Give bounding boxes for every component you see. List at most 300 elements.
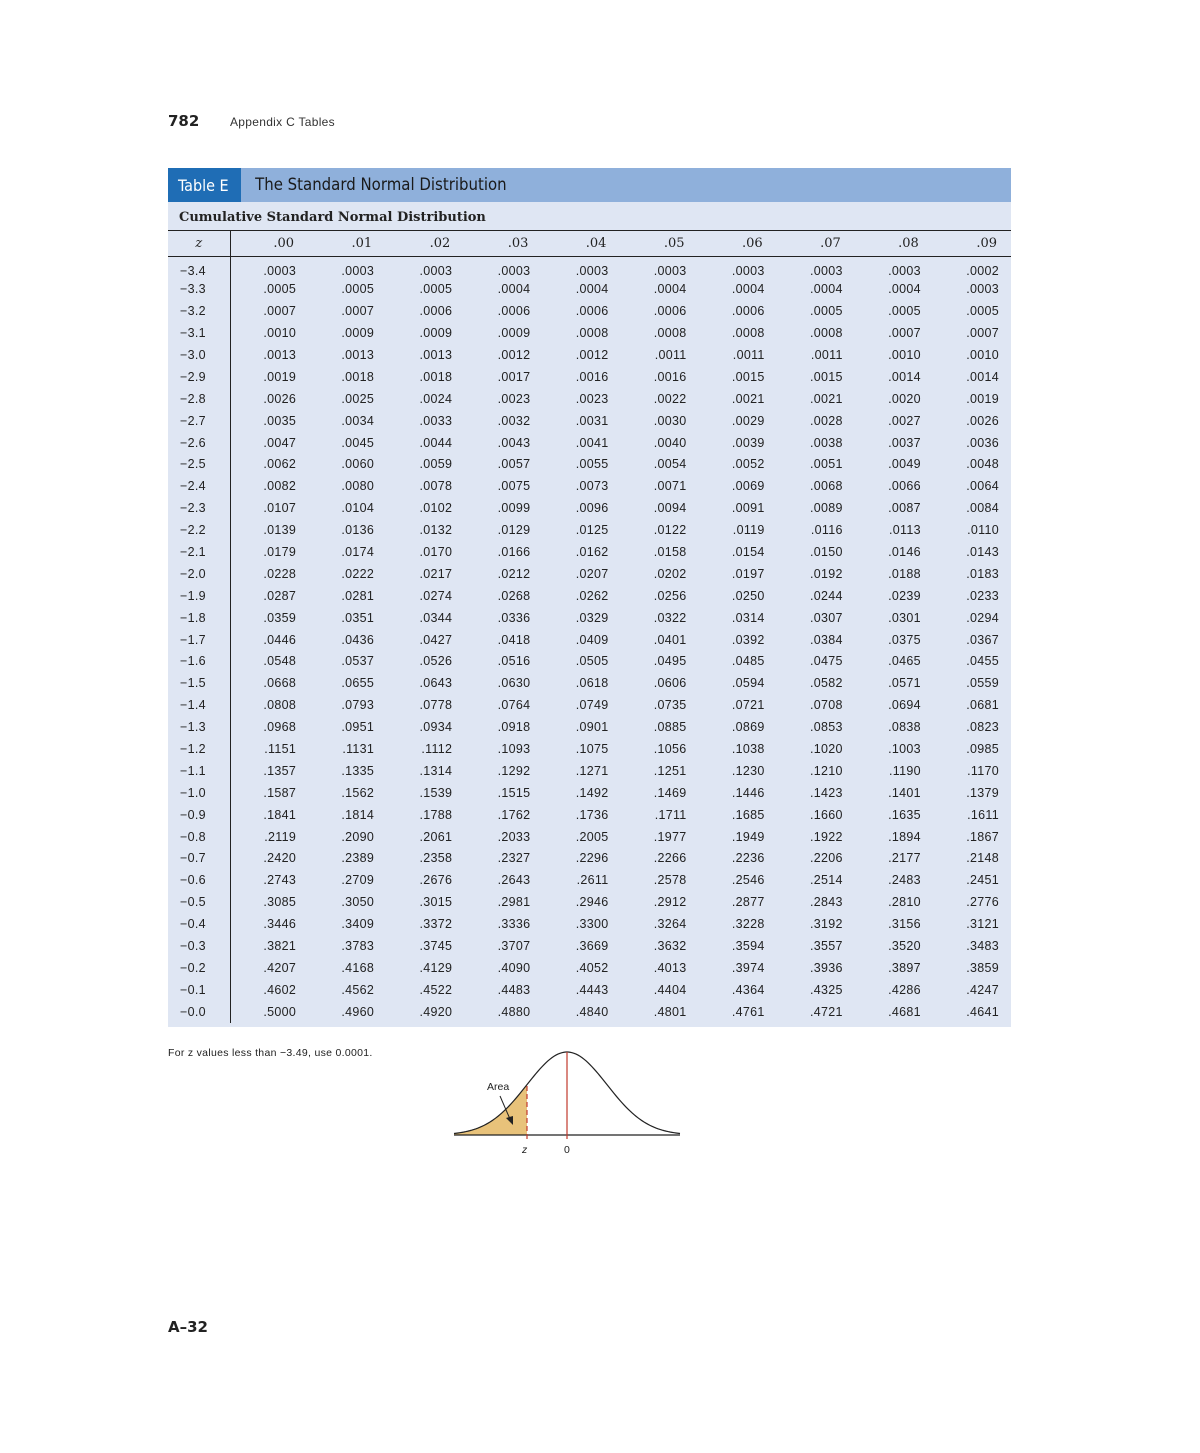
probability-cell: .0015 [731, 369, 765, 384]
normal-curve-figure [450, 1048, 690, 1158]
probability-cell: .2546 [731, 873, 765, 888]
probability-cell: .0082 [263, 479, 297, 494]
probability-cell: .3821 [263, 939, 297, 954]
z-value-cell: −0.2 [168, 957, 230, 979]
probability-cell: .0011 [654, 348, 687, 362]
probability-cell: .1562 [341, 785, 375, 800]
probability-cell: .0069 [731, 479, 765, 494]
probability-cell: .0051 [809, 457, 843, 472]
probability-cell: .0003 [341, 263, 375, 278]
probability-cell: .0016 [575, 369, 609, 384]
probability-cell: .0418 [497, 632, 531, 647]
table-rows [168, 257, 1011, 1023]
table-row [168, 541, 1011, 563]
table-row [168, 497, 1011, 519]
probability-cell: .0885 [653, 720, 687, 735]
z-column-header: z [168, 231, 230, 257]
probability-cell: .0012 [497, 348, 531, 362]
probability-cell: .0004 [888, 282, 921, 297]
probability-cell: .0455 [966, 654, 999, 669]
probability-cell: .2912 [653, 895, 687, 910]
column-header: .06 [699, 231, 777, 257]
z-value-cell: −3.1 [168, 322, 230, 344]
z-value-cell: −0.5 [168, 891, 230, 913]
probability-cell: .4761 [731, 1004, 765, 1019]
probability-cell: .4364 [731, 982, 765, 997]
probability-cell: .0003 [809, 263, 843, 278]
probability-cell: .3336 [497, 917, 531, 932]
probability-cell: .0035 [263, 413, 297, 428]
table-row [168, 716, 1011, 738]
probability-cell: .4129 [419, 960, 453, 975]
probability-cell: .0006 [575, 304, 609, 319]
page-code: A–32 [168, 1318, 208, 1336]
probability-cell: .0036 [966, 435, 999, 450]
probability-cell: .0281 [341, 588, 375, 603]
probability-cell: .1922 [809, 829, 843, 844]
table-row [168, 804, 1011, 826]
probability-cell: .0222 [341, 566, 375, 581]
column-header: .04 [542, 231, 620, 257]
probability-cell: .0934 [419, 720, 453, 735]
probability-cell: .0918 [497, 720, 531, 735]
z-value-cell: −3.4 [168, 257, 230, 279]
probability-cell: .1423 [809, 785, 843, 800]
probability-cell: .0217 [419, 566, 453, 581]
probability-cell: .3085 [263, 895, 297, 910]
probability-cell: .1151 [264, 742, 297, 757]
probability-cell: .0023 [497, 391, 531, 406]
probability-cell: .0022 [653, 391, 687, 406]
probability-cell: .0322 [653, 610, 687, 625]
probability-cell: .2514 [809, 873, 843, 888]
probability-cell: .0027 [888, 413, 921, 428]
probability-cell: .4286 [888, 982, 921, 997]
probability-cell: .0003 [419, 263, 453, 278]
probability-cell: .0384 [809, 632, 843, 647]
z-value-cell: −1.1 [168, 760, 230, 782]
probability-cell: .2206 [809, 851, 843, 866]
probability-cell: .0015 [809, 369, 843, 384]
probability-cell: .0054 [653, 457, 687, 472]
probability-cell: .4207 [263, 960, 297, 975]
probability-cell: .0548 [263, 654, 297, 669]
probability-cell: .0066 [888, 479, 921, 494]
probability-cell: .3745 [419, 939, 453, 954]
probability-cell: .0344 [419, 610, 453, 625]
probability-cell: .0075 [497, 479, 531, 494]
probability-cell: .0107 [263, 501, 297, 516]
table-row [168, 519, 1011, 541]
probability-cell: .1131 [342, 742, 375, 757]
page-header [168, 112, 335, 130]
probability-cell: .0838 [888, 720, 921, 735]
probability-cell: .4325 [809, 982, 843, 997]
table-row [168, 694, 1011, 716]
probability-cell: .0571 [888, 676, 921, 691]
probability-cell: .0091 [731, 501, 765, 516]
column-header: .02 [386, 231, 464, 257]
z-value-cell: −0.3 [168, 935, 230, 957]
z-value-cell: −2.5 [168, 454, 230, 476]
probability-cell: .2483 [888, 873, 921, 888]
probability-cell: .0793 [341, 698, 375, 713]
table-row [168, 869, 1011, 891]
z-value-cell: −3.0 [168, 344, 230, 366]
table-row [168, 848, 1011, 870]
probability-cell: .0367 [966, 632, 999, 647]
probability-cell: .2776 [966, 895, 999, 910]
probability-cell: .1230 [731, 763, 765, 778]
table-row [168, 344, 1011, 366]
probability-cell: .0008 [653, 326, 687, 341]
probability-cell: .0125 [575, 523, 609, 538]
probability-cell: .3446 [263, 917, 297, 932]
probability-cell: .0004 [731, 282, 765, 297]
probability-cell: .1190 [888, 763, 921, 778]
probability-cell: .0031 [575, 413, 609, 428]
z-value-cell: −0.9 [168, 804, 230, 826]
probability-cell: .3974 [731, 960, 765, 975]
z-value-cell: −2.0 [168, 563, 230, 585]
probability-cell: .0078 [419, 479, 453, 494]
probability-cell: .1469 [653, 785, 687, 800]
probability-cell: .1335 [341, 763, 375, 778]
probability-cell: .0073 [575, 479, 609, 494]
probability-cell: .0495 [653, 654, 687, 669]
column-header: .08 [855, 231, 933, 257]
probability-cell: .3372 [419, 917, 453, 932]
probability-cell: .3015 [419, 895, 453, 910]
probability-cell: .0681 [966, 698, 999, 713]
probability-cell: .0951 [341, 720, 375, 735]
probability-cell: .3520 [888, 939, 921, 954]
probability-cell: .2676 [419, 873, 453, 888]
probability-cell: .0062 [263, 457, 297, 472]
probability-cell: .0003 [966, 282, 999, 297]
probability-cell: .0630 [497, 676, 531, 691]
probability-cell: .0014 [966, 369, 999, 384]
z-value-cell: −2.3 [168, 497, 230, 519]
z-value-cell: −3.3 [168, 278, 230, 300]
probability-cell: .0102 [419, 501, 453, 516]
probability-cell: .0516 [497, 654, 531, 669]
probability-cell: .0174 [341, 545, 375, 560]
probability-cell: .0336 [497, 610, 531, 625]
probability-cell: .0485 [731, 654, 765, 669]
probability-cell: .1867 [966, 829, 999, 844]
probability-cell: .0003 [888, 263, 921, 278]
probability-cell: .0013 [419, 348, 453, 362]
probability-cell: .0244 [809, 588, 843, 603]
probability-cell: .2810 [888, 895, 921, 910]
column-header: .00 [230, 231, 308, 257]
probability-cell: .4801 [653, 1004, 687, 1019]
table-row [168, 607, 1011, 629]
probability-cell: .0239 [888, 588, 921, 603]
column-header: .09 [933, 231, 1011, 257]
probability-cell: .0401 [653, 632, 687, 647]
probability-cell: .0055 [575, 457, 609, 472]
probability-cell: .0018 [419, 369, 453, 384]
probability-cell: .3897 [888, 960, 921, 975]
probability-cell: .0007 [966, 326, 999, 341]
probability-cell: .1112 [421, 742, 453, 757]
probability-cell: .0212 [497, 566, 531, 581]
z-value-cell: −1.0 [168, 782, 230, 804]
probability-cell: .0010 [263, 326, 297, 341]
probability-cell: .0116 [810, 523, 843, 538]
probability-cell: .3859 [966, 960, 999, 975]
table-row [168, 300, 1011, 322]
table-row [168, 454, 1011, 476]
z-value-cell: −1.4 [168, 694, 230, 716]
probability-cell: .3409 [341, 917, 375, 932]
table-row [168, 957, 1011, 979]
probability-cell: .1020 [809, 742, 843, 757]
table-label: Table E [168, 168, 241, 202]
table-row [168, 278, 1011, 300]
probability-cell: .1271 [575, 763, 609, 778]
z-value-cell: −2.1 [168, 541, 230, 563]
probability-cell: .0427 [419, 632, 453, 647]
table-row [168, 475, 1011, 497]
probability-cell: .2119 [264, 829, 297, 844]
probability-cell: .1539 [419, 785, 453, 800]
probability-cell: .2389 [341, 851, 375, 866]
probability-cell: .0749 [575, 698, 609, 713]
probability-cell: .0158 [653, 545, 687, 560]
probability-cell: .0023 [575, 391, 609, 406]
probability-cell: .1949 [731, 829, 765, 844]
probability-cell: .0041 [575, 435, 609, 450]
probability-cell: .1210 [809, 763, 843, 778]
probability-cell: .0132 [419, 523, 453, 538]
table-row [168, 913, 1011, 935]
probability-cell: .2177 [888, 851, 921, 866]
z-value-cell: −2.2 [168, 519, 230, 541]
probability-cell: .0037 [888, 435, 921, 450]
z-axis-label: z [522, 1144, 528, 1156]
probability-cell: .0068 [809, 479, 843, 494]
probability-cell: .0778 [419, 698, 453, 713]
probability-cell: .1170 [967, 763, 999, 778]
probability-cell: .0006 [497, 304, 531, 319]
table-header-row [168, 231, 1011, 257]
probability-cell: .3264 [653, 917, 687, 932]
probability-cell: .0024 [419, 391, 453, 406]
probability-cell: .3228 [731, 917, 765, 932]
probability-cell: .0166 [497, 545, 531, 560]
probability-cell: .3121 [966, 917, 999, 932]
z-value-cell: −0.4 [168, 913, 230, 935]
probability-cell: .0606 [653, 676, 687, 691]
probability-cell: .0043 [497, 435, 531, 450]
probability-cell: .0314 [731, 610, 765, 625]
table-row [168, 410, 1011, 432]
z-value-cell: −0.6 [168, 869, 230, 891]
probability-cell: .4840 [575, 1004, 609, 1019]
probability-cell: .4562 [341, 982, 375, 997]
probability-cell: .0004 [575, 282, 609, 297]
probability-cell: .0018 [341, 369, 375, 384]
probability-cell: .1814 [341, 807, 375, 822]
probability-cell: .4721 [809, 1004, 843, 1019]
z-value-cell: −0.1 [168, 979, 230, 1001]
probability-cell: .0233 [966, 588, 999, 603]
z-value-cell: −1.2 [168, 738, 230, 760]
probability-cell: .1314 [419, 763, 453, 778]
probability-cell: .0375 [888, 632, 921, 647]
probability-cell: .0559 [966, 676, 999, 691]
probability-cell: .0006 [731, 304, 765, 319]
probability-cell: .0003 [731, 263, 765, 278]
probability-cell: .1762 [497, 807, 531, 822]
probability-cell: .0256 [653, 588, 687, 603]
probability-cell: .5000 [263, 1004, 297, 1019]
probability-cell: .0048 [966, 457, 999, 472]
probability-cell: .0392 [731, 632, 765, 647]
z-value-cell: −0.0 [168, 1001, 230, 1023]
probability-cell: .0004 [653, 282, 687, 297]
z-value-cell: −2.6 [168, 432, 230, 454]
probability-cell: .0274 [419, 588, 453, 603]
probability-cell: .4522 [419, 982, 453, 997]
area-label: Area [487, 1081, 510, 1093]
probability-cell: .0019 [263, 369, 297, 384]
table-row [168, 257, 1011, 279]
table-row [168, 322, 1011, 344]
probability-cell: .0228 [263, 566, 297, 581]
probability-cell: .4641 [966, 1004, 999, 1019]
normal-distribution-table [168, 168, 1011, 1027]
probability-cell: .1788 [419, 807, 453, 822]
column-header: .07 [777, 231, 855, 257]
probability-cell: .0034 [341, 413, 375, 428]
probability-cell: .0005 [341, 282, 375, 297]
probability-cell: .0071 [653, 479, 687, 494]
probability-cell: .2420 [263, 851, 297, 866]
probability-cell: .0192 [809, 566, 843, 581]
table-row [168, 388, 1011, 410]
probability-cell: .0268 [497, 588, 531, 603]
probability-cell: .0655 [341, 676, 375, 691]
table-row [168, 585, 1011, 607]
probability-cell: .2296 [575, 851, 609, 866]
z-value-cell: −1.9 [168, 585, 230, 607]
z-value-cell: −2.8 [168, 388, 230, 410]
table-subtitle: Cumulative Standard Normal Distribution [179, 210, 486, 225]
probability-cell: .0026 [263, 391, 297, 406]
probability-cell: .0359 [263, 610, 297, 625]
probability-cell: .1003 [888, 742, 921, 757]
probability-cell: .0537 [341, 654, 375, 669]
probability-cell: .1685 [731, 807, 765, 822]
probability-cell: .0005 [263, 282, 297, 297]
probability-cell: .2327 [497, 851, 531, 866]
probability-cell: .0465 [888, 654, 921, 669]
probability-cell: .0096 [575, 501, 609, 516]
probability-cell: .0197 [731, 566, 765, 581]
probability-cell: .1075 [575, 742, 609, 757]
probability-cell: .4052 [575, 960, 609, 975]
probability-cell: .0351 [341, 610, 375, 625]
probability-cell: .0694 [888, 698, 921, 713]
probability-cell: .0643 [419, 676, 453, 691]
probability-cell: .0094 [653, 501, 687, 516]
probability-cell: .1251 [653, 763, 687, 778]
probability-cell: .0009 [419, 326, 453, 341]
probability-cell: .0007 [888, 326, 921, 341]
probability-cell: .2981 [497, 895, 531, 910]
probability-cell: .1711 [654, 807, 687, 822]
probability-cell: .0307 [809, 610, 843, 625]
probability-cell: .0475 [809, 654, 843, 669]
probability-cell: .2843 [809, 895, 843, 910]
probability-cell: .0009 [497, 326, 531, 341]
table-row [168, 826, 1011, 848]
probability-cell: .0004 [497, 282, 531, 297]
footnote: For z values less than −3.49, use 0.0001. [168, 1047, 373, 1059]
probability-cell: .0064 [966, 479, 999, 494]
probability-cell: .0017 [497, 369, 531, 384]
probability-cell: .0110 [967, 523, 999, 538]
table-row [168, 672, 1011, 694]
probability-cell: .1038 [731, 742, 765, 757]
z-value-cell: −1.6 [168, 651, 230, 673]
table-row [168, 760, 1011, 782]
probability-cell: .0047 [263, 435, 297, 450]
probability-cell: .0003 [653, 263, 687, 278]
probability-cell: .0021 [731, 391, 765, 406]
probability-cell: .0084 [966, 501, 999, 516]
probability-cell: .4443 [575, 982, 609, 997]
table-row [168, 651, 1011, 673]
probability-cell: .1635 [888, 807, 921, 822]
probability-cell: .0985 [966, 742, 999, 757]
probability-cell: .0060 [341, 457, 375, 472]
probability-cell: .0021 [809, 391, 843, 406]
probability-cell: .0764 [497, 698, 531, 713]
probability-cell: .1515 [497, 785, 531, 800]
probability-cell: .3300 [575, 917, 609, 932]
probability-cell: .4920 [419, 1004, 453, 1019]
probability-cell: .3707 [497, 939, 531, 954]
probability-cell: .0129 [497, 523, 531, 538]
probability-cell: .0020 [888, 391, 921, 406]
probability-cell: .0007 [263, 304, 297, 319]
normal-curve-svg [450, 1048, 690, 1158]
probability-cell: .3632 [653, 939, 687, 954]
probability-cell: .0003 [263, 263, 297, 278]
probability-cell: .2266 [653, 851, 687, 866]
probability-cell: .0003 [575, 263, 609, 278]
probability-cell: .0052 [731, 457, 765, 472]
probability-cell: .0143 [966, 545, 999, 560]
probability-cell: .0049 [888, 457, 921, 472]
probability-cell: .0122 [653, 523, 687, 538]
probability-cell: .0010 [888, 348, 921, 362]
probability-cell: .0009 [341, 326, 375, 341]
probability-cell: .2611 [576, 873, 609, 888]
probability-cell: .2643 [497, 873, 531, 888]
probability-cell: .0301 [888, 610, 921, 625]
probability-cell: .3557 [809, 939, 843, 954]
probability-cell: .0869 [731, 720, 765, 735]
table-row [168, 1001, 1011, 1023]
probability-cell: .0025 [341, 391, 375, 406]
table-row [168, 935, 1011, 957]
